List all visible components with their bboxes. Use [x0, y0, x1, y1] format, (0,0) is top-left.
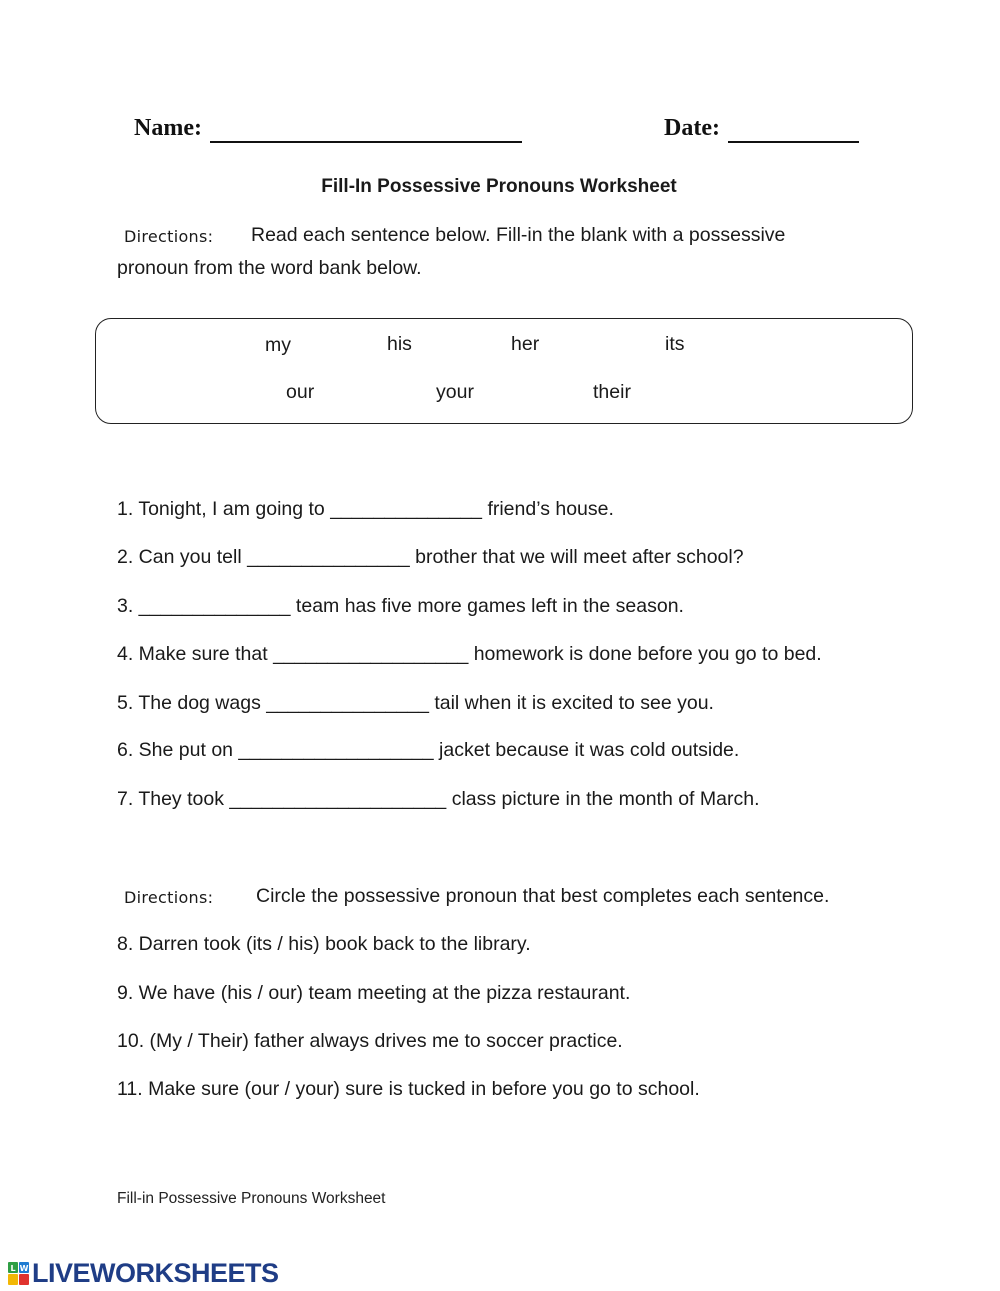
circle-question[interactable]: 10. (My / Their) father always drives me to soccer practice.	[117, 1030, 623, 1052]
directions-label: Directions:	[124, 227, 214, 246]
fill-in-question[interactable]: 2. Can you tell _______________ brother that we will meet after school?	[117, 546, 744, 568]
date-blank-line[interactable]	[728, 141, 859, 143]
name-label: Name:	[134, 115, 202, 141]
fill-in-question[interactable]: 3. ______________ team has five more games left in the season.	[117, 595, 684, 617]
fill-in-question[interactable]: 4. Make sure that __________________ homework is done before you go to bed.	[117, 643, 822, 665]
footer-text: Fill-in Possessive Pronouns Worksheet	[117, 1190, 386, 1207]
circle-question[interactable]: 8. Darren took (its / his) book back to the library.	[117, 933, 531, 955]
word-bank-word: our	[286, 381, 315, 403]
name-blank-line[interactable]	[210, 141, 522, 143]
liveworksheets-logo	[8, 1258, 279, 1289]
date-label: Date:	[664, 115, 720, 141]
word-bank-word: your	[436, 381, 474, 403]
directions-text-continued: pronoun from the word bank below.	[117, 257, 422, 279]
liveworksheets-logo-icon	[8, 1262, 30, 1286]
fill-in-question[interactable]: 6. She put on __________________ jacket because it was cold outside.	[117, 739, 740, 761]
worksheet-title: Fill-In Possessive Pronouns Worksheet	[321, 176, 677, 197]
circle-question[interactable]: 11. Make sure (our / your) sure is tucked in before you go to school.	[117, 1078, 700, 1100]
fill-in-question[interactable]: 1. Tonight, I am going to ______________ friend’s house.	[117, 498, 614, 520]
directions-text: Circle the possessive pronoun that best completes each sentence.	[256, 885, 830, 907]
word-bank-word: their	[593, 381, 631, 403]
word-bank-word: its	[665, 333, 685, 355]
word-bank-word: my	[265, 334, 291, 356]
svg-text:W: W	[19, 1263, 29, 1273]
svg-text:L: L	[10, 1263, 16, 1273]
directions-text: Read each sentence below. Fill-in the blank with a possessive	[251, 224, 786, 246]
circle-question[interactable]: 9. We have (his / our) team meeting at the pizza restaurant.	[117, 982, 631, 1004]
fill-in-question[interactable]: 5. The dog wags _______________ tail when it is excited to see you.	[117, 692, 714, 714]
directions-label: Directions:	[124, 888, 214, 907]
fill-in-question[interactable]: 7. They took ____________________ class picture in the month of March.	[117, 788, 760, 810]
word-bank-box	[95, 318, 913, 424]
word-bank-word: her	[511, 333, 540, 355]
word-bank-word: his	[387, 333, 412, 355]
liveworksheets-logo-text: LIVEWORKSHEETS	[32, 1258, 279, 1288]
